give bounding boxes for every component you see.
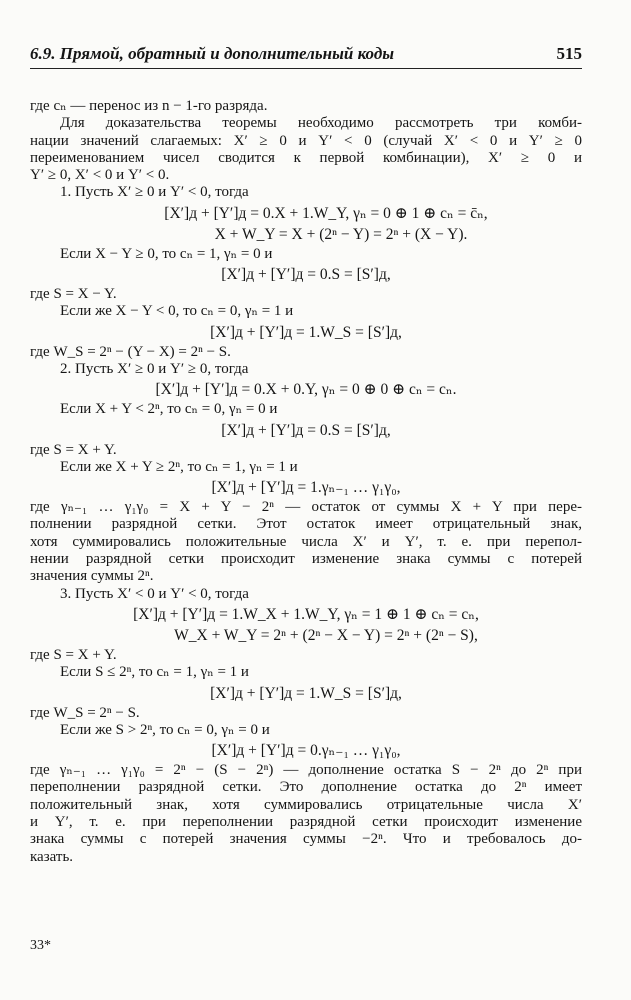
text-line: Y′ ≥ 0, X′ < 0 и Y′ < 0. xyxy=(30,167,170,184)
text-line: где S = X + Y. xyxy=(30,646,117,663)
text-line: Для доказательства теоремы необходимо рассмотреть три комби- xyxy=(60,115,582,132)
text-line: где S = X + Y. xyxy=(30,441,117,458)
formula-line: [X′]д + [Y′]д = 1.W_X + 1.W_Y, γₙ = 1 ⊕ 1 ⊕ cₙ = cₙ, xyxy=(133,605,479,623)
text-line: Если же X + Y ≥ 2ⁿ, то cₙ = 1, γₙ = 1 и xyxy=(60,458,298,475)
section-title: 6.9. Прямой, обратный и дополнительный коды xyxy=(30,44,395,63)
text-line: где cₙ — перенос из n − 1-го разряда. xyxy=(30,98,268,114)
text-line: где S = X − Y. xyxy=(30,286,117,303)
text-line: 3. Пусть X′ < 0 и Y′ < 0, тогда xyxy=(60,585,249,602)
formula-line: [X′]д + [Y′]д = 0.S = [S′]д, xyxy=(221,421,391,439)
text-line: знака суммы с потерей значения суммы −2ⁿ. Что и требовалось до- xyxy=(30,831,582,848)
text-line: где γₙ₋₁ … γ₁γ₀ = X + Y − 2ⁿ — остаток от суммы X + Y при пере- xyxy=(30,499,582,516)
text-line: Если X − Y ≥ 0, то cₙ = 1, γₙ = 0 и xyxy=(60,245,273,262)
text-line: Если же X − Y < 0, то cₙ = 0, γₙ = 1 и xyxy=(60,303,294,320)
text-line: нении разрядной сетки происходит изменение знака суммы с потерей xyxy=(30,551,582,568)
text-line: полнении разрядной сетки. Этот остаток имеет отрицательный знак, xyxy=(30,516,582,533)
text-line: Если же S > 2ⁿ, то cₙ = 0, γₙ = 0 и xyxy=(60,721,270,738)
text-line: 1. Пусть X′ ≥ 0 и Y′ < 0, тогда xyxy=(60,184,249,201)
formula-line: [X′]д + [Y′]д = 0.X + 0.Y, γₙ = 0 ⊕ 0 ⊕ cₙ = cₙ. xyxy=(155,381,457,399)
text-line: где W_S = 2ⁿ − S. xyxy=(30,704,140,721)
text-line: казать. xyxy=(30,848,74,865)
formula-line: [X′]д + [Y′]д = 1.γₙ₋₁ … γ₁γ₀, xyxy=(211,479,401,497)
formula-line: [X′]д + [Y′]д = 0.γₙ₋₁ … γ₁γ₀, xyxy=(211,742,401,760)
text-line: Если S ≤ 2ⁿ, то cₙ = 1, γₙ = 1 и xyxy=(60,664,249,681)
text-line: 2. Пусть X′ ≥ 0 и Y′ ≥ 0, тогда xyxy=(60,360,249,377)
formula-line: [X′]д + [Y′]д = 0.X + 1.W_Y, γₙ = 0 ⊕ 1 ⊕ cₙ = c̄ₙ, xyxy=(164,204,488,222)
signature-mark: 33* xyxy=(30,938,51,953)
text-line: хотя суммировались положительные числа X′ и Y′, т. е. при перепол- xyxy=(30,533,582,550)
text-line: переполнении разрядной сетки. Это дополнение остатка до 2ⁿ имеет xyxy=(30,779,582,796)
page-number: 515 xyxy=(556,44,582,63)
formula-line: [X′]д + [Y′]д = 0.S = [S′]д, xyxy=(221,266,391,284)
formula-line: W_X + W_Y = 2ⁿ + (2ⁿ − X − Y) = 2ⁿ + (2ⁿ − S), xyxy=(174,626,478,644)
text-line: нации значений слагаемых: X′ ≥ 0 и Y′ < 0 (случай X′ < 0 и Y′ ≥ 0 xyxy=(30,132,582,149)
page-body xyxy=(30,98,582,866)
formula-line: X + W_Y = X + (2ⁿ − Y) = 2ⁿ + (X − Y). xyxy=(214,225,468,243)
text-line: переименованием чисел сводится к первой комбинации), X′ ≥ 0 и xyxy=(30,149,582,166)
text-line: Если X + Y < 2ⁿ, то cₙ = 0, γₙ = 0 и xyxy=(60,401,278,418)
formula-line: [X′]д + [Y′]д = 1.W_S = [S′]д, xyxy=(210,323,402,341)
text-line: и Y′, т. е. при переполнении разрядной сетки происходит изменение xyxy=(30,814,582,831)
text-line: где γₙ₋₁ … γ₁γ₀ = 2ⁿ − (S − 2ⁿ) — дополнение остатка S − 2ⁿ до 2ⁿ при xyxy=(30,762,582,779)
text-line: положительный знак, хотя суммировались отрицательные числа X′ xyxy=(30,796,582,813)
text-line: где W_S = 2ⁿ − (Y − X) = 2ⁿ − S. xyxy=(30,343,231,360)
text-line: значения суммы 2ⁿ. xyxy=(30,568,154,585)
running-header xyxy=(30,42,582,69)
formula-line: [X′]д + [Y′]д = 1.W_S = [S′]д, xyxy=(210,684,402,702)
